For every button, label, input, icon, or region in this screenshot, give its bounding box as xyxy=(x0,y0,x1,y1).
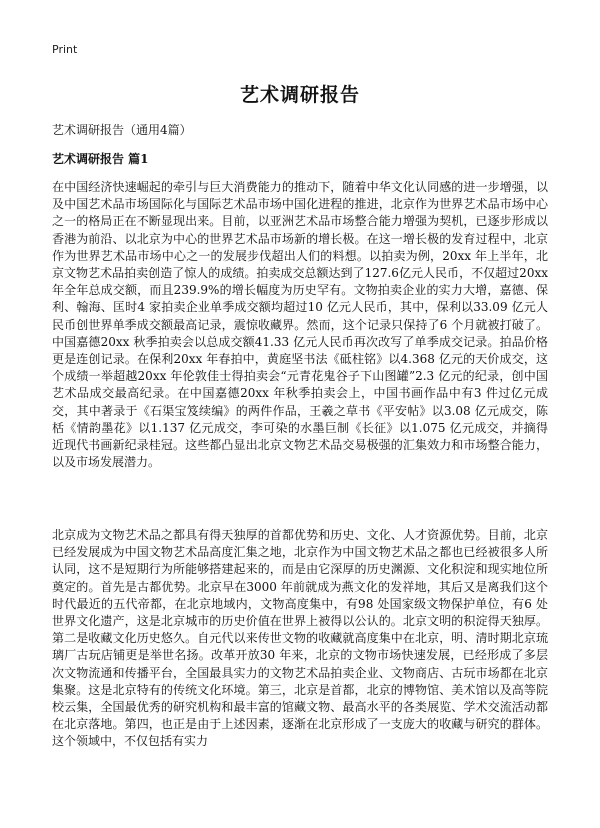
document-subtitle: 艺术调研报告（通用4篇） xyxy=(52,123,192,137)
section-heading: 艺术调研报告 篇1 xyxy=(52,152,149,166)
print-label[interactable]: Print xyxy=(52,43,78,56)
document-title: 艺术调研报告 xyxy=(239,84,360,106)
body-paragraph-2: 北京成为文物艺术品之都具有得天独厚的首都优势和历史、文化、人才资源优势。目前，北京已经发展成为中国文物艺术品高度汇集之地，北京作为中国文物艺术品之都也已经被很多人所认同，这不是短期行为所能够搭建起来的，而是由它深厚的历史渊源、文化积淀和现实地位所奠定的。首先是古都优势。北京早在3000 年前就成为燕文化的发祥地，其后又是离我们这个时代最近的五代帝都，在北京地域内，文物高度集中，有98 处国家级文物保护单位，有6 处世界文化遗产，这是北京城市的历史价值在世界上被得以公认的。北京文明的积淀得天独厚。第二是收藏文化历史悠久。自元代以来传世文物的收藏就高度集中在北京，明、清时期北京琉璃厂古玩店铺更是举世名扬。改革开放30 年来，北京的文物市场快速发展，已经形成了多层次文物流通和传播平台，全国最具实力的文物艺术品拍卖企业、文物商店、古玩市场都在北京集聚。这是北京特有的传统文化环境。第三，北京是首都，北京的博物馆、美术馆以及高等院校云集，全国最优秀的研究机构和最丰富的馆藏文物、最高水平的各类展览、学术交流活动都在北京落地。第四，也正是由于上述因素，逐渐在北京形成了一支庞大的收藏与研究的群体。这个领域中，不仅包括有实力 xyxy=(52,528,548,749)
body-paragraph-1: 在中国经济快速崛起的牵引与巨大消费能力的推动下，随着中华文化认同感的进一步增强，以及中国艺术品市场国际化与国际艺术品市场中国化进程的推进，北京作为世界艺术品市场中心之一的格局正在不断显现出来。目前，以亚洲艺术品市场整合能力增强为契机，已逐步形成以香港为前沿、以北京为中心的世界艺术品市场新的增长极。在这一增长极的发育过程中，北京作为世界艺术品市场中心之一的发展步伐超出人们的料想。以拍卖为例，20xx 年上半年，北京文物艺术品拍卖创造了惊人的成绩。拍卖成交总额达到了127.6亿元人民币，不仅超过20xx 年全年总成交额，而且239.9%的增长幅度为历史罕有。文物拍卖企业的实力大增，嘉德、保利、翰海、匡时4 家拍卖企业单季成交额均超过10 亿元人民币，其中，保利以33.09 亿元人民币创世界单季成交额最高记录，震惊收藏界。然而，这个记录只保持了6 个月就被打破了。中国嘉德20xx 秋季拍卖会以总成交额41.33 亿元人民币再次改写了单季成交记录。拍品价格更是连创记录。在保利20xx 年春拍中，黄庭坚书法《砥柱铭》以4.368 亿元的天价成交，这个成绩一举超越20xx 年伦敦佳士得拍卖会“元青花鬼谷子下山图罐”2.3 亿元的纪录，创中国艺术品成交最高纪录。在中国嘉德20xx 年秋季拍卖会上，中国书画作品中有3 件过亿元成交，其中著录于《石渠宝笈续编》的两件作品，王羲之草书《平安帖》以3.08 亿元成交，陈栝《情韵墨花》以1.137 亿元成交，李可染的水墨巨制《长征》以1.075 亿元成交，并摘得近现代书画新纪录桂冠。这些都凸显出北京文物艺术品交易极强的汇集效力和市场整合能力，以及市场发展潜力。 xyxy=(52,180,548,470)
